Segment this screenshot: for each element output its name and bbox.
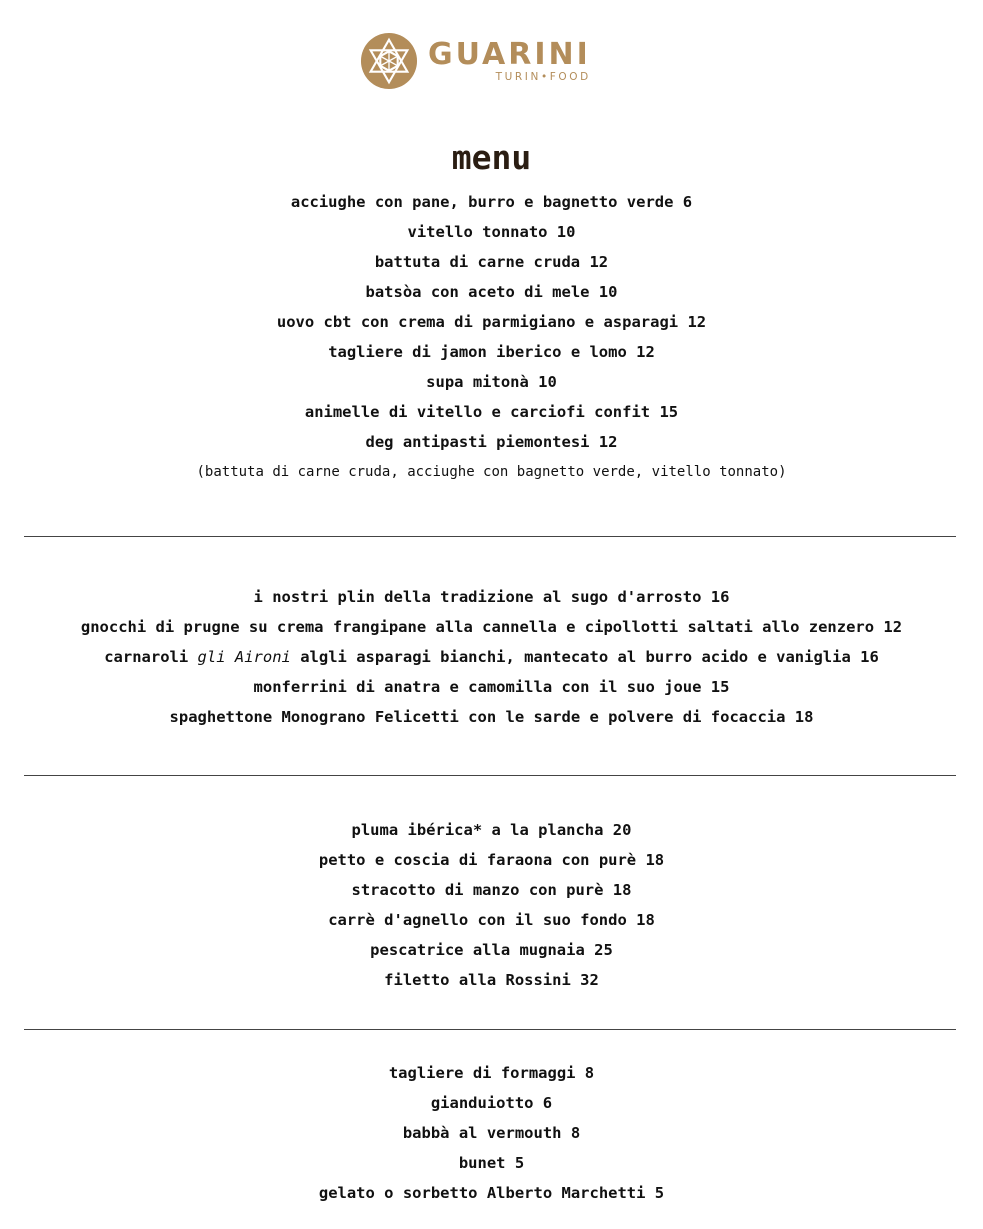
menu-item-note: (battuta di carne cruda, acciughe con bagnetto verde, vitello tonnato) xyxy=(196,464,787,480)
section-divider xyxy=(24,536,956,537)
menu-item-italic-text: gli Aironi xyxy=(197,648,291,666)
menu-item: batsòa con aceto di mele 10 xyxy=(365,283,618,301)
menu-item: monferrini di anatra e camomilla con il suo joue 15 xyxy=(253,678,730,696)
menu-item: gelato o sorbetto Alberto Marchetti 5 xyxy=(318,1184,665,1202)
menu-item: animelle di vitello e carciofi confit 15 xyxy=(304,403,679,421)
menu-item: gnocchi di prugne su crema frangipane alla cannella e cipollotti saltati allo zenzero 12 xyxy=(80,618,903,636)
menu-item: filetto alla Rossini 32 xyxy=(384,971,599,989)
menu-item: stracotto di manzo con purè 18 xyxy=(351,881,632,899)
section-divider xyxy=(24,1029,956,1030)
logo-name: GUARINI xyxy=(428,36,591,72)
menu-item: vitello tonnato 10 xyxy=(407,223,576,241)
menu-item: tagliere di jamon iberico e lomo 12 xyxy=(328,343,655,361)
logo-text xyxy=(428,36,591,83)
menu-item: battuta di carne cruda 12 xyxy=(374,253,609,271)
menu-item: petto e coscia di faraona con purè 18 xyxy=(318,851,665,869)
menu-item: pluma ibérica* a la plancha 20 xyxy=(351,821,632,839)
menu-item: deg antipasti piemontesi 12 xyxy=(365,433,618,451)
menu-item: babbà al vermouth 8 xyxy=(402,1124,581,1142)
menu-title: menu xyxy=(451,138,532,177)
star-emblem-icon xyxy=(360,32,418,90)
menu-item: tagliere di formaggi 8 xyxy=(388,1064,595,1082)
menu-item: carrè d'agnello con il suo fondo 18 xyxy=(328,911,655,929)
menu-item: supa mitonà 10 xyxy=(426,373,557,391)
menu-item: gianduiotto 6 xyxy=(430,1094,553,1112)
menu-item: i nostri plin della tradizione al sugo d'arrosto 16 xyxy=(253,588,730,606)
menu-item-text: algli asparagi bianchi, mantecato al burro acido e vaniglia 16 xyxy=(290,648,879,666)
menu-item: spaghettone Monograno Felicetti con le sarde e polvere di focaccia 18 xyxy=(169,708,814,726)
menu-item-text: carnaroli xyxy=(104,648,198,666)
section-divider xyxy=(24,775,956,776)
menu-item: uovo cbt con crema di parmigiano e asparagi 12 xyxy=(276,313,707,331)
logo-tagline: TURIN•FOOD xyxy=(495,70,591,83)
primi-section xyxy=(0,582,983,732)
dolci-section xyxy=(0,1058,983,1208)
menu-item: acciughe con pane, burro e bagnetto verde 6 xyxy=(290,193,693,211)
secondi-section xyxy=(0,815,983,995)
restaurant-logo xyxy=(360,30,591,92)
antipasti-section xyxy=(0,187,983,487)
menu-item-carnaroli xyxy=(0,642,983,672)
menu-item: bunet 5 xyxy=(458,1154,525,1172)
menu-item: pescatrice alla mugnaia 25 xyxy=(370,941,613,959)
